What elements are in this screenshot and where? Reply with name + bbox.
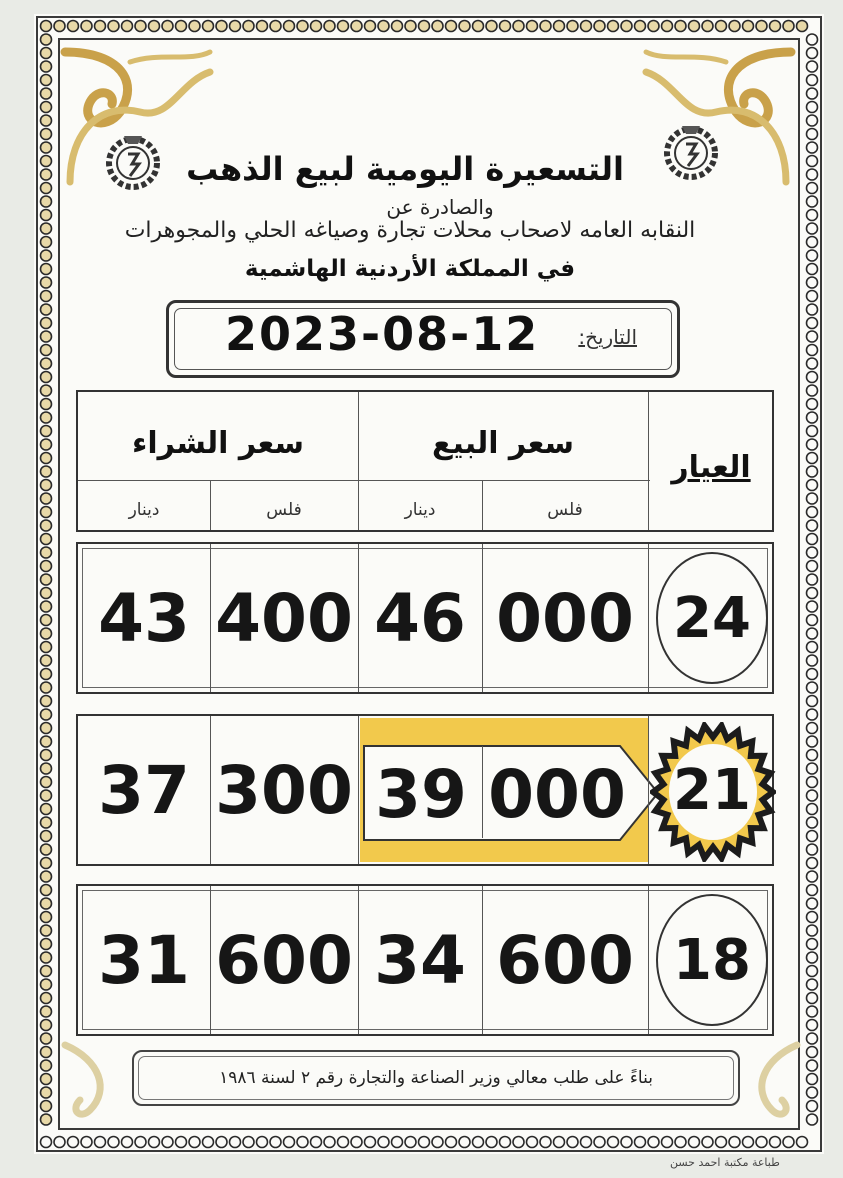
syndicate-name: النقابه العامه لاصحاب محلات تجارة وصياغه الحلي والمجوهرات (124, 218, 696, 243)
date-label: التاريخ: (578, 325, 637, 349)
sell-fils-unit: فلس (547, 500, 583, 520)
table-header (76, 390, 774, 532)
syndicate-emblem-right-icon (660, 120, 722, 182)
ministry-note-text: بناءً على طلب معالي وزير الصناعة والتجارة رقم ٢ لسنة ١٩٨٦ (219, 1068, 653, 1088)
kingdom-name: في المملكة الأردنية الهاشمية (244, 256, 576, 282)
buy-dinar-value: 37 (98, 751, 190, 829)
karat-badge: 18 (656, 894, 768, 1026)
buy-fils-value: 600 (215, 921, 353, 999)
sell-fils-value: 000 (496, 579, 634, 657)
page-title: التسعيرة اليومية لبيع الذهب (186, 150, 624, 188)
sell-price-header: سعر البيع (431, 426, 575, 461)
sell-dinar-value: 39 (375, 755, 467, 833)
buy-fils-value: 300 (215, 751, 353, 829)
karat-header: العيار (671, 450, 751, 485)
buy-fils-value: 400 (215, 579, 353, 657)
date-box (166, 300, 680, 378)
sell-dinar-unit: دينار (404, 500, 436, 520)
sell-fils-value: 000 (488, 755, 626, 833)
sell-fils-value: 600 (496, 921, 634, 999)
table-row-18k (76, 884, 774, 1036)
buy-dinar-unit: دينار (128, 500, 160, 520)
table-row-21k (76, 714, 774, 866)
date-value: 2023-08-12 (225, 307, 540, 361)
printer-credit: طباعة مكتبة احمد حسن (670, 1156, 780, 1169)
ministry-note (132, 1050, 740, 1106)
buy-fils-unit: فلس (266, 500, 302, 520)
karat-badge: 24 (656, 552, 768, 684)
sell-dinar-value: 34 (374, 921, 466, 999)
buy-price-header: سعر الشراء (132, 426, 304, 461)
syndicate-emblem-left-icon (102, 130, 164, 192)
sell-dinar-value: 46 (374, 579, 466, 657)
buy-dinar-value: 43 (98, 579, 190, 657)
issued-by-text: والصادرة عن (386, 195, 494, 219)
karat-badge: 21 (673, 757, 751, 823)
table-row-24k (76, 542, 774, 694)
buy-dinar-value: 31 (98, 921, 190, 999)
